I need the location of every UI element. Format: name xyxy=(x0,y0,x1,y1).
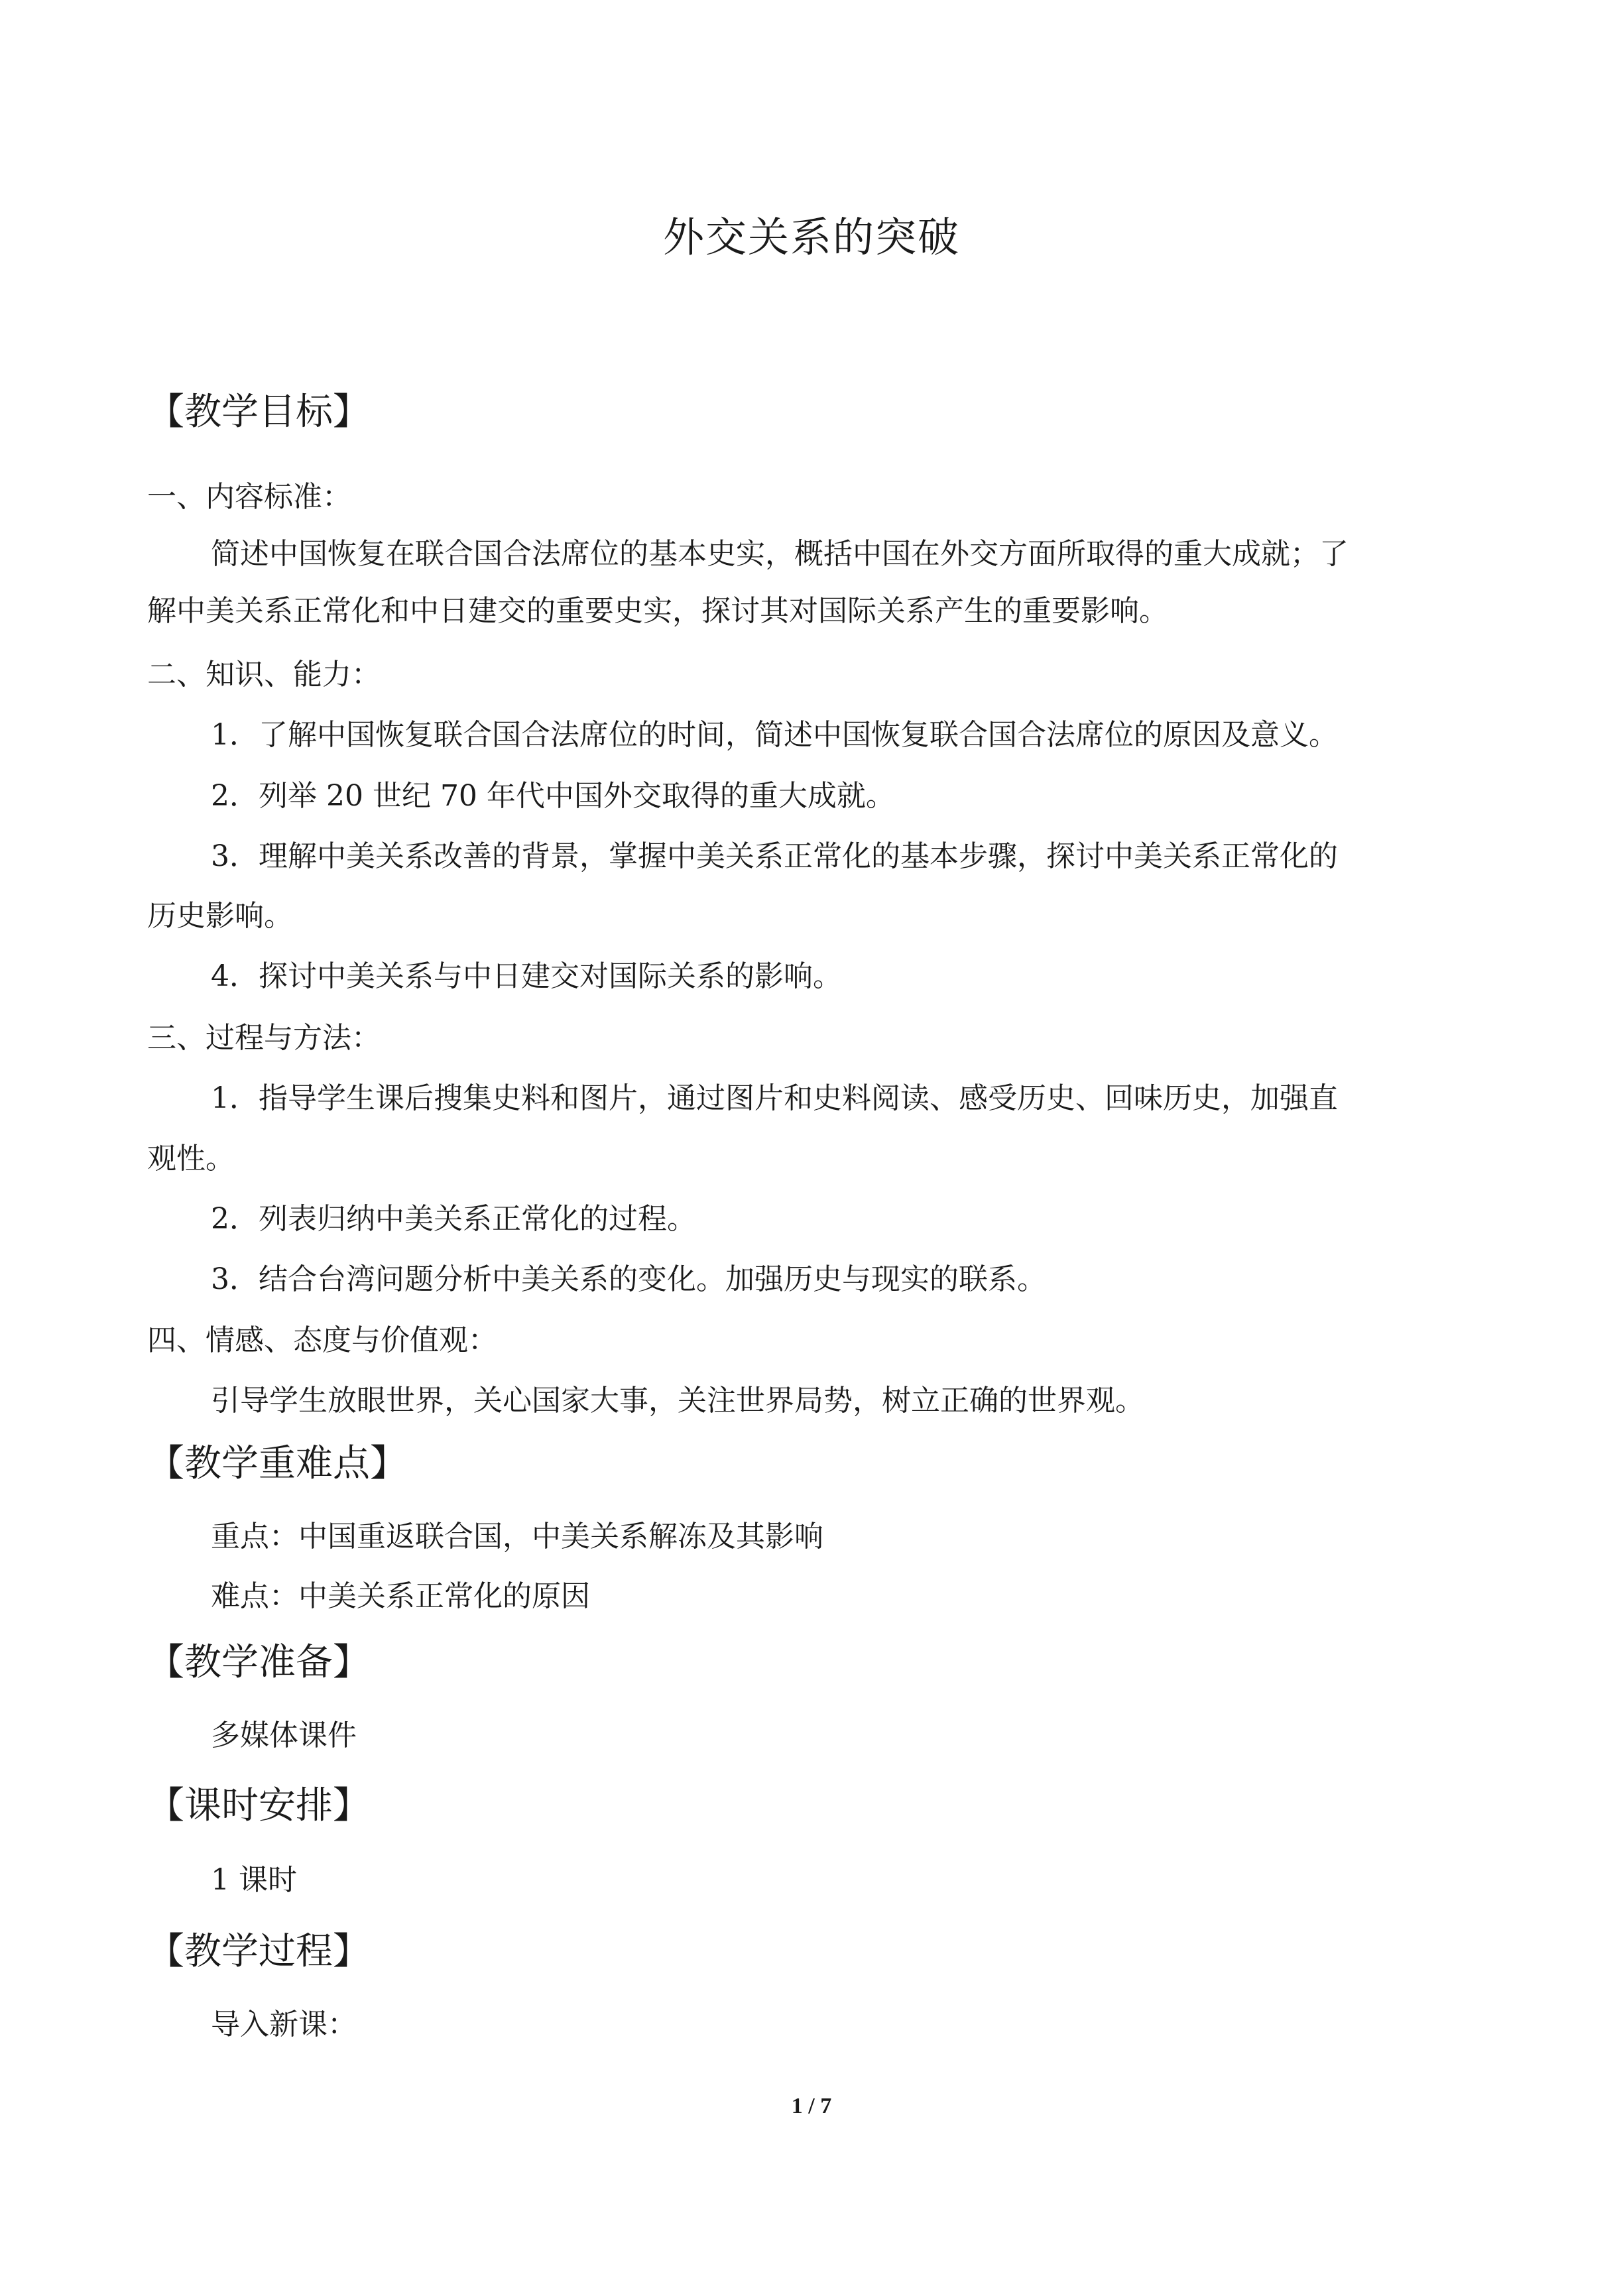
section-heading-key-points: 【教学重难点】 xyxy=(147,1442,407,1485)
content-standard-text: 简述中国恢复在联合国合法席位的基本史实，概括中国在外交方面所取得的重大成就；了 xyxy=(211,537,1349,571)
knowledge-item-4: 4．探讨中美关系与中日建交对国际关系的影响。 xyxy=(211,959,842,993)
section-heading-schedule: 【课时安排】 xyxy=(147,1784,370,1827)
values-heading: 四、情感、态度与价值观： xyxy=(147,1323,497,1357)
section-heading-process: 【教学过程】 xyxy=(147,1930,370,1973)
knowledge-item-2: 2．列举 20 世纪 70 年代中国外交取得的重大成就。 xyxy=(211,779,895,813)
content-standard-heading: 一、内容标准： xyxy=(147,480,351,514)
page-title: 外交关系的突破 xyxy=(662,213,960,261)
method-item-1-cont: 观性。 xyxy=(147,1142,235,1176)
key-point-difficulty: 难点：中美关系正常化的原因 xyxy=(211,1579,590,1613)
method-item-1: 1．指导学生课后搜集史料和图片，通过图片和史料阅读、感受历史、回味历史，加强直 xyxy=(211,1081,1338,1115)
content-standard-text-cont: 解中美关系正常化和中日建交的重要史实，探讨其对国际关系产生的重要影响。 xyxy=(147,594,1168,628)
method-item-3: 3．结合台湾问题分析中美关系的变化。加强历史与现实的联系。 xyxy=(211,1262,1046,1296)
process-intro: 导入新课： xyxy=(211,2008,357,2041)
knowledge-item-3-cont: 历史影响。 xyxy=(147,899,293,933)
page-number: 1 / 7 xyxy=(791,2094,832,2118)
knowledge-item-1: 1．了解中国恢复联合国合法席位的时间，简述中国恢复联合国合法席位的原因及意义。 xyxy=(211,718,1338,752)
section-heading-preparation: 【教学准备】 xyxy=(147,1641,370,1684)
key-point-focus: 重点：中国重返联合国，中美关系解冻及其影响 xyxy=(211,1520,823,1553)
method-heading: 三、过程与方法： xyxy=(147,1021,381,1055)
section-heading-objectives: 【教学目标】 xyxy=(147,391,370,434)
knowledge-heading: 二、知识、能力： xyxy=(147,658,381,692)
values-text: 引导学生放眼世界，关心国家大事，关注世界局势，树立正确的世界观。 xyxy=(211,1384,1144,1418)
schedule-text: 1 课时 xyxy=(211,1863,297,1897)
knowledge-item-3: 3．理解中美关系改善的背景，掌握中美关系正常化的基本步骤，探讨中美关系正常化的 xyxy=(211,839,1338,873)
method-item-2: 2．列表归纳中美关系正常化的过程。 xyxy=(211,1202,696,1236)
preparation-text: 多媒体课件 xyxy=(211,1719,357,1752)
